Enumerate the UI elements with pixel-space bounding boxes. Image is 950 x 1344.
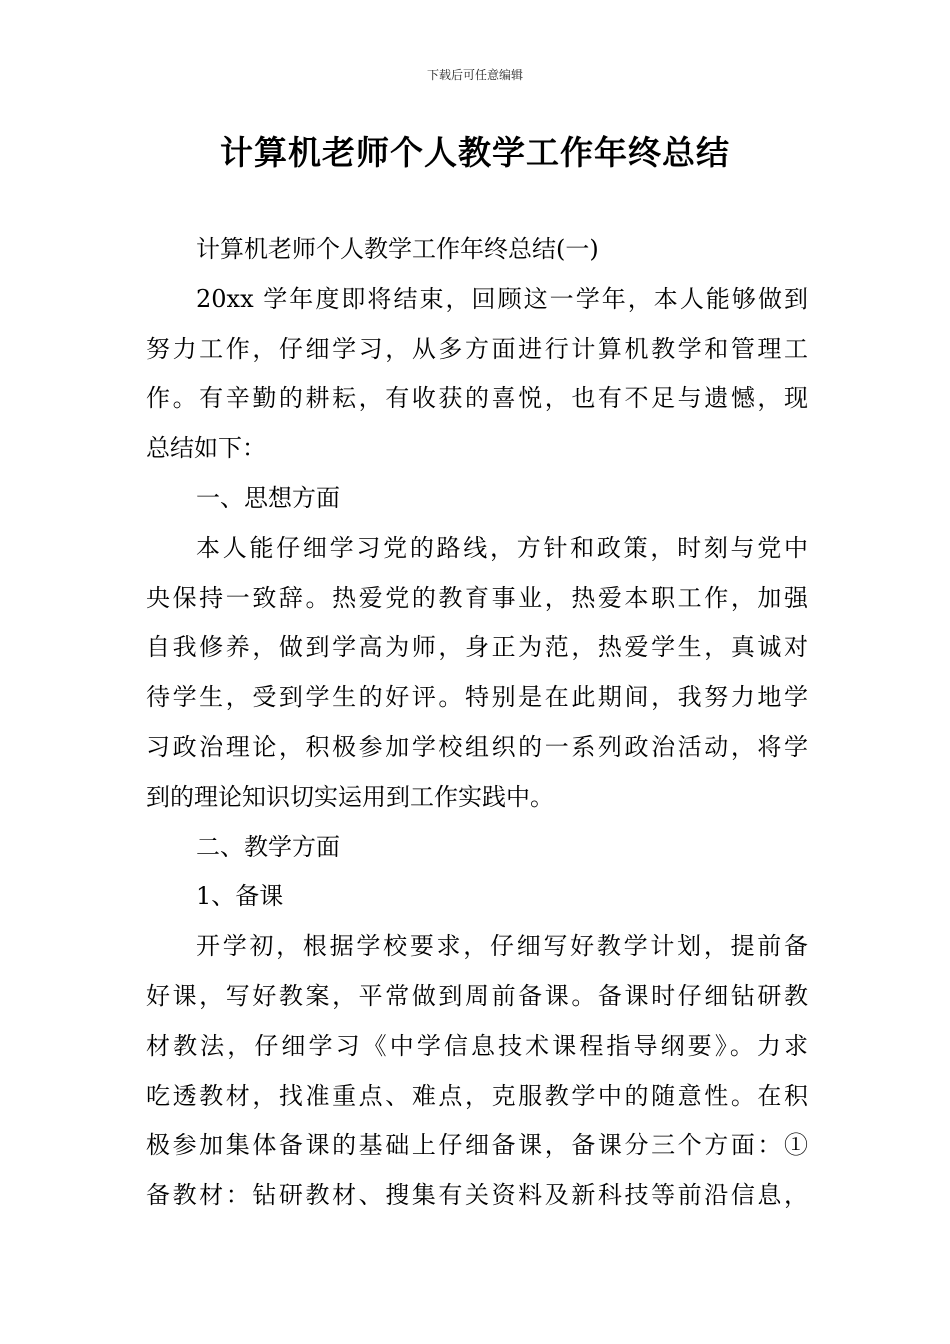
body-line: 努力工作，仔细学习，从多方面进行计算机教学和管理工 [146,334,808,363]
body-line: 习政治理论，积极参加学校组织的一系列政治活动，将学 [146,732,808,761]
document-title: 计算机老师个人教学工作年终总结 [220,133,730,172]
body-line: 一、思想方面 [196,483,340,512]
body-line: 作。有辛勤的耕耘，有收获的喜悦，也有不足与遗憾，现 [146,384,808,413]
body-line: 计算机老师个人教学工作年终总结(一) [196,235,599,263]
body-line: 开学初，根据学校要求，仔细写好教学计划，提前备 [196,932,808,961]
body-line: 二、教学方面 [196,832,340,861]
body-line: 1、备课 [196,882,284,911]
body-line: 备教材：钻研教材、搜集有关资料及新科技等前沿信息， [146,1181,808,1210]
body-line: 20xx 学年度即将结束，回顾这一学年，本人能够做到 [196,284,808,313]
body-line: 好课，写好教案，平常做到周前备课。备课时仔细钻研教 [146,981,808,1010]
body-line: 总结如下： [146,434,266,463]
body-line: 本人能仔细学习党的路线，方针和政策，时刻与党中 [196,533,808,562]
body-line: 待学生，受到学生的好评。特别是在此期间，我努力地学 [146,683,808,712]
body-line: 极参加集体备课的基础上仔细备课，备课分三个方面：① [146,1131,808,1160]
body-line: 材教法，仔细学习《中学信息技术课程指导纲要》。力求 [146,1031,808,1060]
body-line: 吃透教材，找准重点、难点，克服教学中的随意性。在积 [146,1081,808,1110]
document-body [146,225,808,1221]
body-line: 到的理论知识切实运用到工作实践中。 [146,782,554,811]
body-line: 自我修养，做到学高为师，身正为范，热爱学生，真诚对 [146,633,808,662]
body-line: 央保持一致辞。热爱党的教育事业，热爱本职工作，加强 [146,583,808,612]
header-note: 下载后可任意编辑 [426,68,523,82]
